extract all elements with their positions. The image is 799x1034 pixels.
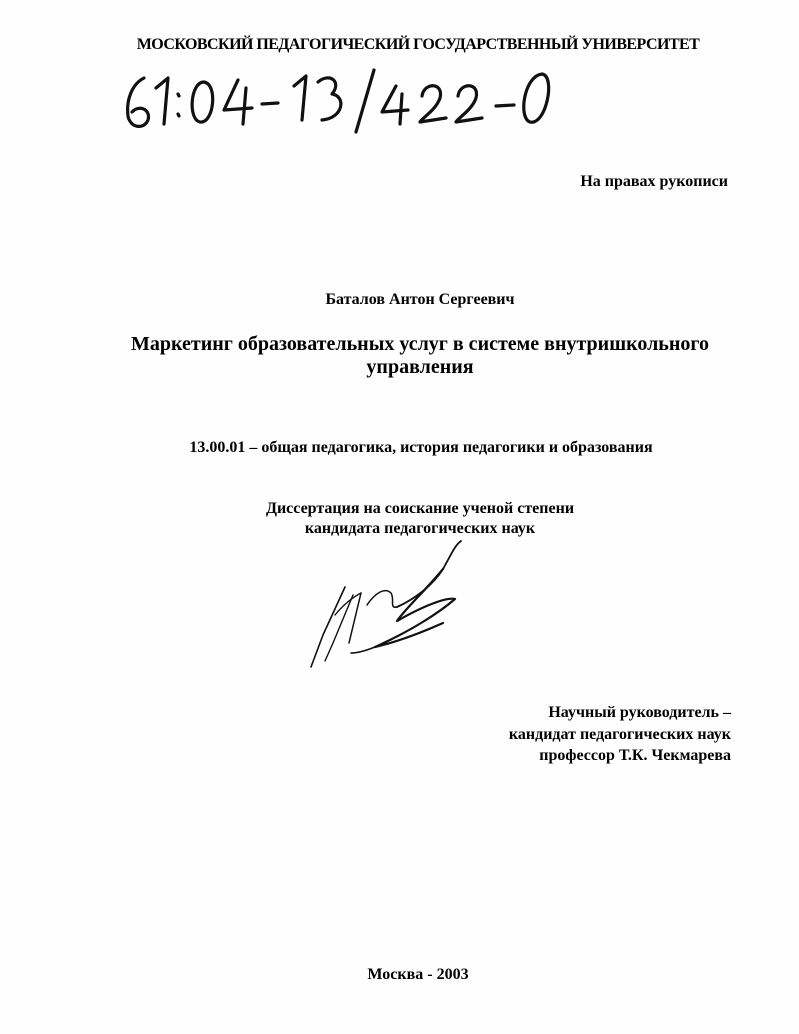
handwritten-shelf-mark <box>118 68 558 138</box>
handwritten-signature <box>305 535 475 675</box>
dissertation-title <box>100 333 740 379</box>
degree-statement <box>210 499 630 539</box>
scientific-supervisor <box>509 702 731 767</box>
specialty-code: 13.00.01 – общая педагогика, история педагогики и образования <box>189 439 653 456</box>
title-line-1: Маркетинг образовательных услуг в системе внутришкольного <box>131 333 709 355</box>
city-and-year: Москва - 2003 <box>367 966 469 983</box>
degree-line-2: кандидата педагогических наук <box>304 520 536 537</box>
university-name: МОСКОВСКИЙ ПЕДАГОГИЧЕСКИЙ ГОСУДАРСТВЕННЫЙ УНИВЕРСИТЕТ <box>136 36 700 53</box>
supervisor-role: Научный руководитель – <box>548 704 731 721</box>
supervisor-degree: кандидат педагогических наук <box>508 725 731 743</box>
author-name: Баталов Антон Сергеевич <box>325 291 515 308</box>
manuscript-rights-label: На правах рукописи <box>580 173 728 190</box>
degree-line-1: Диссертация на соискание ученой степени <box>265 500 575 517</box>
supervisor-name: профессор Т.К. Чекмарева <box>539 747 731 764</box>
title-line-2: управления <box>366 356 474 378</box>
